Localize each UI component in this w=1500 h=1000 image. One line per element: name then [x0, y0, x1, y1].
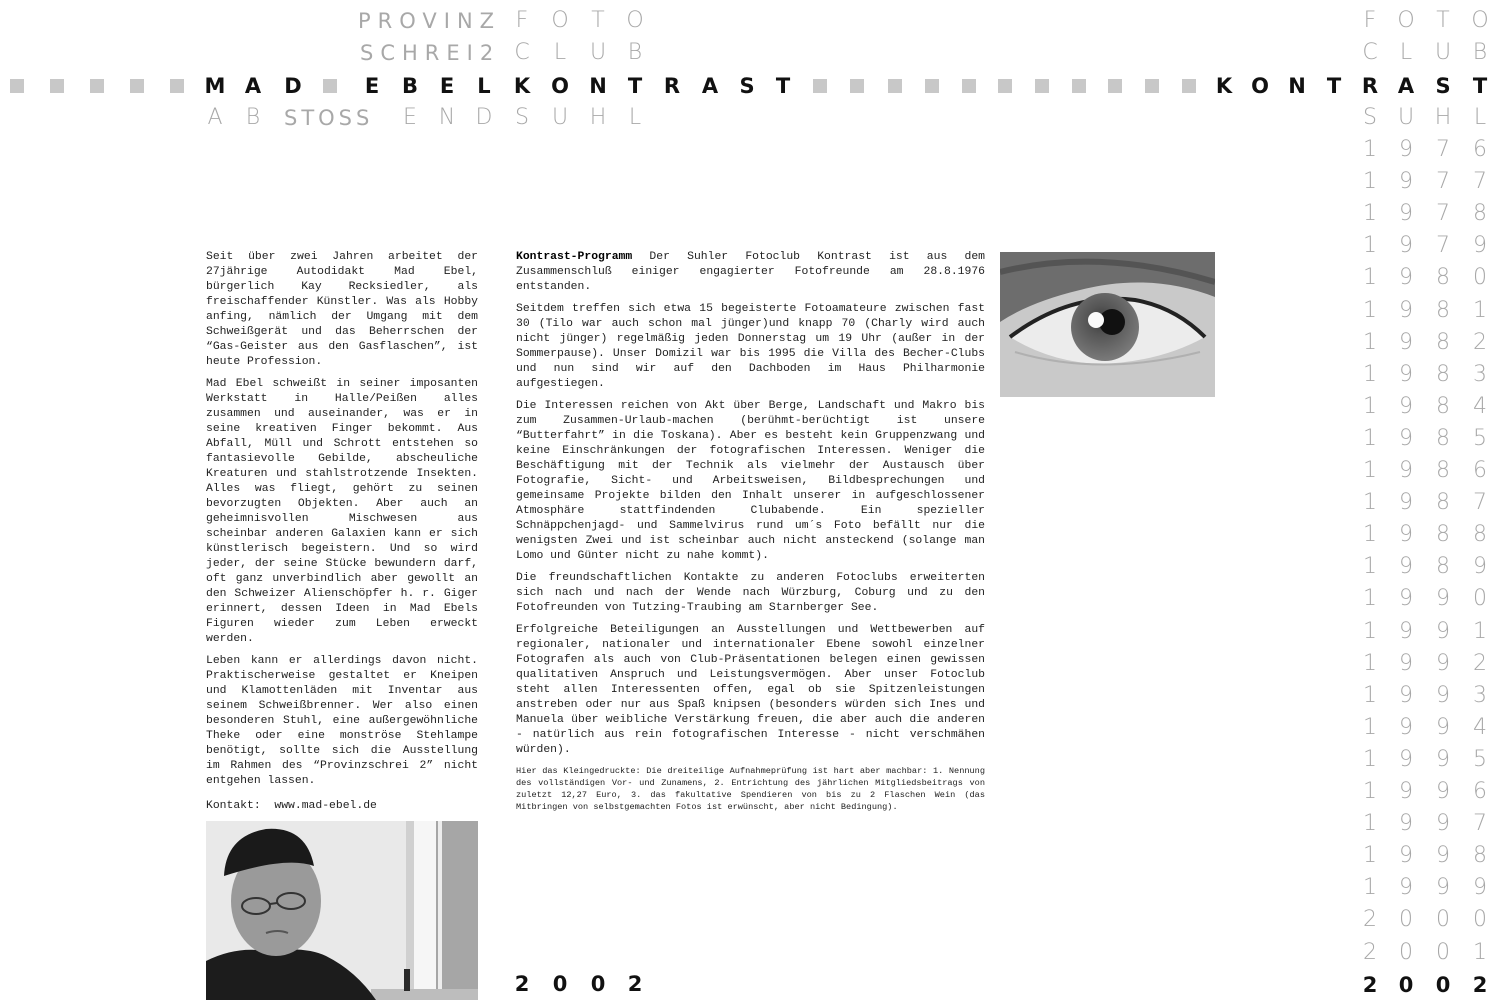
letter: E — [403, 105, 417, 130]
year-digit: 9 — [1399, 329, 1413, 355]
year-digit: 0 — [552, 972, 568, 996]
year-digit: 8 — [1436, 329, 1450, 355]
title-letter: L — [477, 74, 491, 98]
year-digit: 9 — [1399, 201, 1413, 227]
letter: L — [628, 105, 642, 130]
year-digit: 8 — [1436, 490, 1450, 516]
year-digit: 9 — [1399, 297, 1413, 323]
grid-square — [925, 79, 939, 93]
letter: O — [626, 8, 644, 33]
title-letter: R — [1361, 74, 1379, 98]
portrait-image-icon — [206, 821, 478, 1000]
year-digit: 8 — [1436, 361, 1450, 387]
year-digit: 2 — [514, 972, 530, 996]
year-digit: 2 — [1473, 329, 1487, 355]
title-letter: O — [551, 74, 569, 98]
title-letter: T — [627, 74, 643, 98]
year-digit: 9 — [1436, 714, 1450, 740]
letter: L — [553, 40, 567, 65]
word-schrei2: SCHREI2 — [360, 41, 501, 65]
letter: L — [1399, 40, 1413, 65]
grid-square — [50, 79, 64, 93]
year-digit: 1 — [1363, 682, 1377, 708]
paragraph: Mad Ebel schweißt in seiner imposanten Werkstatt in Halle/Peißen alles zusammen und auseinander, was er in seine kreativen Finger bekommt. Aus Abfall, Müll und Schrott entstehen so fantasievolle Gebilde, abscheuliche Kreaturen und stahlstrotzende Insekten. Alles was fliegt, gehört zu seinen bevorzugten Objekten. Aber auch an geheimnisvollen Mischwesen aus scheinbar anderen Galaxien kann er sich künstlerisch begeistern. Und so wird jeder, der seine Stücke bewundern darf, oft ganz unverbindlich aber gewollt an den Schweizer Alienschöpfer h. r. Giger erinnert, dessen Ideen in Mad Ebels Figuren wieder zum Leben erweckt werden. — [206, 378, 478, 645]
year-digit: 1 — [1363, 425, 1377, 451]
year-digit: 1 — [1363, 779, 1377, 804]
grid-square — [170, 79, 184, 93]
year-digit: 9 — [1399, 458, 1413, 483]
contact-label: Kontakt: — [206, 800, 261, 812]
letter: N — [438, 105, 456, 130]
year-digit: 7 — [1436, 169, 1450, 195]
year-digit: 9 — [1399, 746, 1413, 772]
year-digit: 1 — [1363, 169, 1377, 195]
year-digit: 1 — [1363, 522, 1377, 548]
year-digit: 1 — [1363, 811, 1377, 837]
title-letter: A — [701, 74, 719, 98]
year-digit: 1 — [1363, 458, 1377, 483]
year-digit: 9 — [1436, 586, 1450, 612]
fine-print: Hier das Kleingedruckte: Die dreiteilige Aufnahmeprüfung ist hart aber machbar: 1. Nennung des vollständigen Vor- und Zunamens, 2. Entrichtung des jährlichen Mitgliedsbeitrags von zuletzt 12,27 Euro, 3. das fakultative Spendieren von bis zu 2 Flaschen Wein (das Mitbringen von selbstgemachten Fotos ist erwünscht, aber nicht Bedingung). — [516, 766, 985, 812]
year-digit: 8 — [1436, 297, 1450, 323]
artist-text-column — [206, 250, 478, 821]
year-digit: 9 — [1399, 618, 1413, 644]
letter: O — [1471, 8, 1489, 33]
year-digit: 0 — [590, 972, 606, 996]
grid-square — [1182, 79, 1196, 93]
year-digit: 8 — [1473, 522, 1487, 548]
year-digit: 1 — [1363, 714, 1377, 740]
title-letter: K — [513, 74, 531, 98]
letter: U — [1434, 40, 1452, 65]
word-provinz: PROVINZ — [358, 9, 502, 33]
title-letter: T — [1326, 74, 1342, 98]
year-digit: 7 — [1473, 811, 1487, 837]
club-text-column — [516, 250, 985, 820]
title-letter: T — [1472, 74, 1488, 98]
year-digit: 9 — [1399, 811, 1413, 837]
letter: B — [1472, 40, 1488, 65]
grid-square — [1035, 79, 1049, 93]
year-digit: 1 — [1473, 618, 1487, 644]
title-letter: R — [663, 74, 681, 98]
year-digit: 1 — [1363, 137, 1377, 162]
year-digit: 2 — [1362, 972, 1378, 997]
letter: U — [1397, 105, 1415, 130]
year-digit: 8 — [1473, 843, 1487, 869]
year-digit: 9 — [1399, 425, 1413, 451]
year-digit: 5 — [1473, 746, 1487, 772]
year-digit: 9 — [1399, 843, 1413, 869]
title-letter: K — [1215, 74, 1233, 98]
year-digit: 1 — [1363, 746, 1377, 772]
year-digit: 6 — [1473, 458, 1487, 483]
year-digit: 7 — [1473, 169, 1487, 195]
year-digit: 9 — [1399, 137, 1413, 162]
year-digit: 4 — [1473, 393, 1487, 419]
year-digit: 7 — [1436, 233, 1450, 259]
eye-image-icon — [1000, 252, 1215, 397]
year-digit: 9 — [1399, 650, 1413, 676]
letter: C — [514, 40, 530, 65]
letter: U — [551, 105, 569, 130]
letter: B — [627, 40, 643, 65]
paragraph: Die freundschaftlichen Kontakte zu anderen Fotoclubs erweiterten sich nach und nach der Wende nach Würzburg, Coburg und zu den Fotofreunden von Tutzing-Traubing am Starnberger See. — [516, 572, 985, 614]
lead-heading: Kontrast-Programm — [516, 251, 633, 263]
year-digit: 1 — [1363, 233, 1377, 259]
year-digit: 8 — [1436, 393, 1450, 419]
grid-square — [1108, 79, 1122, 93]
letter: F — [1363, 8, 1377, 33]
year-digit: 9 — [1436, 811, 1450, 837]
year-digit: 9 — [1436, 682, 1450, 708]
artist-portrait-photo — [206, 821, 478, 1000]
year-digit: 9 — [1473, 233, 1487, 259]
letter: A — [207, 105, 223, 130]
year-digit: 1 — [1363, 265, 1377, 291]
year-digit: 0 — [1398, 972, 1414, 997]
title-letter: O — [1251, 74, 1269, 98]
letter: L — [1473, 105, 1487, 130]
year-digit: 9 — [1436, 650, 1450, 676]
letter: O — [551, 8, 569, 33]
year-digit: 2 — [1473, 650, 1487, 676]
year-digit: 1 — [1363, 297, 1377, 323]
year-digit: 7 — [1473, 490, 1487, 516]
grid-square — [813, 79, 827, 93]
year-digit: 9 — [1399, 586, 1413, 612]
grid-square — [1072, 79, 1086, 93]
year-digit: 9 — [1399, 682, 1413, 708]
year-digit: 1 — [1363, 361, 1377, 387]
letter: F — [515, 8, 529, 33]
title-letter: E — [439, 74, 455, 98]
year-digit: 1 — [1473, 297, 1487, 323]
year-digit: 7 — [1436, 137, 1450, 162]
year-digit: 9 — [1436, 843, 1450, 869]
year-digit: 2 — [1472, 972, 1488, 997]
lead-text: Der Suhler Fotoclub Kontrast ist aus dem Zusammenschluß einiger engagierter Fotofreunde am 28.8.1976 entstanden. — [516, 251, 985, 293]
title-letter: M — [204, 74, 226, 98]
year-digit: 9 — [1399, 361, 1413, 387]
year-digit: 9 — [1399, 875, 1413, 901]
year-digit: 8 — [1473, 201, 1487, 227]
grid-square — [888, 79, 902, 93]
year-digit: 5 — [1473, 425, 1487, 451]
letter: T — [1436, 8, 1450, 33]
year-digit: 9 — [1399, 265, 1413, 291]
letter: C — [1362, 40, 1378, 65]
grid-square — [998, 79, 1012, 93]
letter: S — [515, 105, 529, 130]
title-letter: S — [1435, 74, 1451, 98]
year-digit: 1 — [1363, 650, 1377, 676]
word-stoss: STOSS — [284, 106, 374, 130]
grid-square — [1145, 79, 1159, 93]
title-letter: N — [1288, 74, 1306, 98]
year-digit: 8 — [1436, 425, 1450, 451]
year-digit: 3 — [1473, 682, 1487, 708]
title-letter: A — [244, 74, 262, 98]
paragraph: Erfolgreiche Beteiligungen an Ausstellungen und Wettbewerben auf regionaler, nationaler und internationaler Ebene sowohl einzelner Fotografen als auch von Club-Präsentationen belegen einen gewissen qualitativen Anspruch und Leistungsvermögen. Aber unser Fotoclub steht allen Interessenten offen, egal ob sie Spitzenleistungen anstreben oder nur aus Spaß knipsen (besonders würden sich Ines und Manuela über weibliche Verstärkung freuen, die aber auch die anderen - natürlich aus rein fotografischen Interesse - nicht verschmähen würden). — [516, 624, 985, 756]
year-digit: 0 — [1473, 907, 1487, 933]
year-digit: 1 — [1363, 490, 1377, 516]
year-digit: 9 — [1399, 554, 1413, 580]
grid-square — [850, 79, 864, 93]
year-digit: 0 — [1436, 907, 1450, 933]
year-digit: 7 — [1436, 201, 1450, 227]
year-digit: 9 — [1399, 779, 1413, 804]
title-letter: T — [775, 74, 791, 98]
year-digit: 0 — [1399, 939, 1413, 965]
letter: S — [1363, 105, 1377, 130]
grid-square — [90, 79, 104, 93]
year-digit: 2 — [1363, 907, 1377, 933]
year-digit: 3 — [1473, 361, 1487, 387]
paragraph: Die Interessen reichen von Akt über Berge, Landschaft und Makro bis zum Zusammen-Urlaub-machen (berühmt-berüchtigt ist unsere “Butterfahrt” in die Toskana). Aber es besteht kein Gruppenzwang und keine Einschränkungen der fotografischen Interessen. Weniger die Beschäftigung mit der Technik als vielmehr der Austausch über Fotografie, Sicht- und Arbeitsweisen, Bildbesprechungen und gemeinsame Projekte bilden den Inhalt unserer in aufgeschlossener Atmosphäre stattfindenden Clubabende. Ein spezieller Schnäppchenjagd- und Sammelvirus rund um´s Foto befällt nur die wenigsten Zwei und ist scheinbar auch nicht ansteckend (solange man Lomo und Günter nicht zu nahe kommt). — [516, 400, 985, 562]
year-digit: 9 — [1436, 875, 1450, 901]
letter: U — [589, 40, 607, 65]
eye-photo — [1000, 252, 1215, 397]
year-digit: 1 — [1363, 393, 1377, 419]
year-digit: 9 — [1473, 875, 1487, 901]
year-digit: 6 — [1473, 779, 1487, 804]
year-digit: 0 — [1399, 907, 1413, 933]
year-digit: 1 — [1363, 843, 1377, 869]
year-digit: 1 — [1363, 875, 1377, 901]
year-digit: 1 — [1363, 201, 1377, 227]
contact-line — [206, 799, 478, 814]
grid-square — [323, 79, 337, 93]
lead-paragraph — [516, 250, 985, 295]
paragraph: Seitdem treffen sich etwa 15 begeisterte Fotoamateure zwischen fast 30 (Tilo war auch schon mal jünger)und knapp 70 (Charly wird auch nicht jünger) regelmäßig jeden Donnerstag um 19 Uhr (außer in der Sommerpause). Unser Domizil war bis 1995 die Villa des Becher-Clubs und nun sind wir auf den Dachboden im Haus Philharmonie aufgestiegen. — [516, 303, 985, 390]
year-digit: 1 — [1363, 618, 1377, 644]
letter: H — [1434, 105, 1452, 130]
year-digit: 1 — [1363, 554, 1377, 580]
letter: B — [245, 105, 261, 130]
year-digit: 8 — [1436, 522, 1450, 548]
letter: T — [591, 8, 605, 33]
year-digit: 9 — [1436, 618, 1450, 644]
year-digit: 4 — [1473, 714, 1487, 740]
letter: H — [589, 105, 607, 130]
letter: O — [1397, 8, 1415, 33]
title-letter: S — [739, 74, 755, 98]
title-letter: N — [589, 74, 607, 98]
grid-square — [962, 79, 976, 93]
title-letter: E — [364, 74, 380, 98]
year-digit: 8 — [1436, 554, 1450, 580]
year-digit: 9 — [1436, 746, 1450, 772]
year-digit: 2 — [1363, 939, 1377, 965]
letter: D — [475, 105, 493, 130]
year-digit: 2 — [627, 972, 643, 996]
year-digit: 9 — [1399, 169, 1413, 195]
year-digit: 9 — [1399, 490, 1413, 516]
title-letter: D — [284, 74, 302, 98]
paragraph: Seit über zwei Jahren arbeitet der 27jährige Autodidakt Mad Ebel, bürgerlich Kay Recksiedler, als freischaffender Künstler. Was als Hobby anfing, nämlich der Umgang mit dem Schweißgerät und das Beherrschen der “Gas-Geister aus den Gasflaschen”, ist heute Profession. — [206, 251, 478, 368]
title-letter: A — [1397, 74, 1415, 98]
year-digit: 8 — [1436, 458, 1450, 483]
paragraph: Leben kann er allerdings davon nicht. Praktischerweise gestaltet er Kneipen und Klamottenläden mit Inventar aus seinem Schweißbrenner. Wer also einen besonderen Stuhl, eine außergewöhnliche Theke oder eine monströse Stehlampe benötigt, sollte sich die Ausstellung im Rahmen des “Provinzschrei 2” nicht entgehen lassen. — [206, 655, 478, 787]
year-digit: 8 — [1436, 265, 1450, 291]
year-digit: 9 — [1436, 779, 1450, 804]
year-digit: 9 — [1399, 393, 1413, 419]
title-letter: B — [401, 74, 418, 98]
year-digit: 1 — [1363, 329, 1377, 355]
grid-square — [130, 79, 144, 93]
year-digit: 0 — [1473, 586, 1487, 612]
year-digit: 1 — [1363, 586, 1377, 612]
year-digit: 9 — [1399, 233, 1413, 259]
year-digit: 0 — [1473, 265, 1487, 291]
year-digit: 9 — [1399, 522, 1413, 548]
grid-square — [10, 79, 24, 93]
year-digit: 9 — [1473, 554, 1487, 580]
year-digit: 6 — [1473, 137, 1487, 162]
year-digit: 0 — [1436, 939, 1450, 965]
year-digit: 9 — [1399, 714, 1413, 740]
year-digit: 0 — [1435, 972, 1451, 997]
contact-link[interactable]: www.mad-ebel.de — [274, 800, 377, 812]
year-digit: 1 — [1473, 939, 1487, 965]
